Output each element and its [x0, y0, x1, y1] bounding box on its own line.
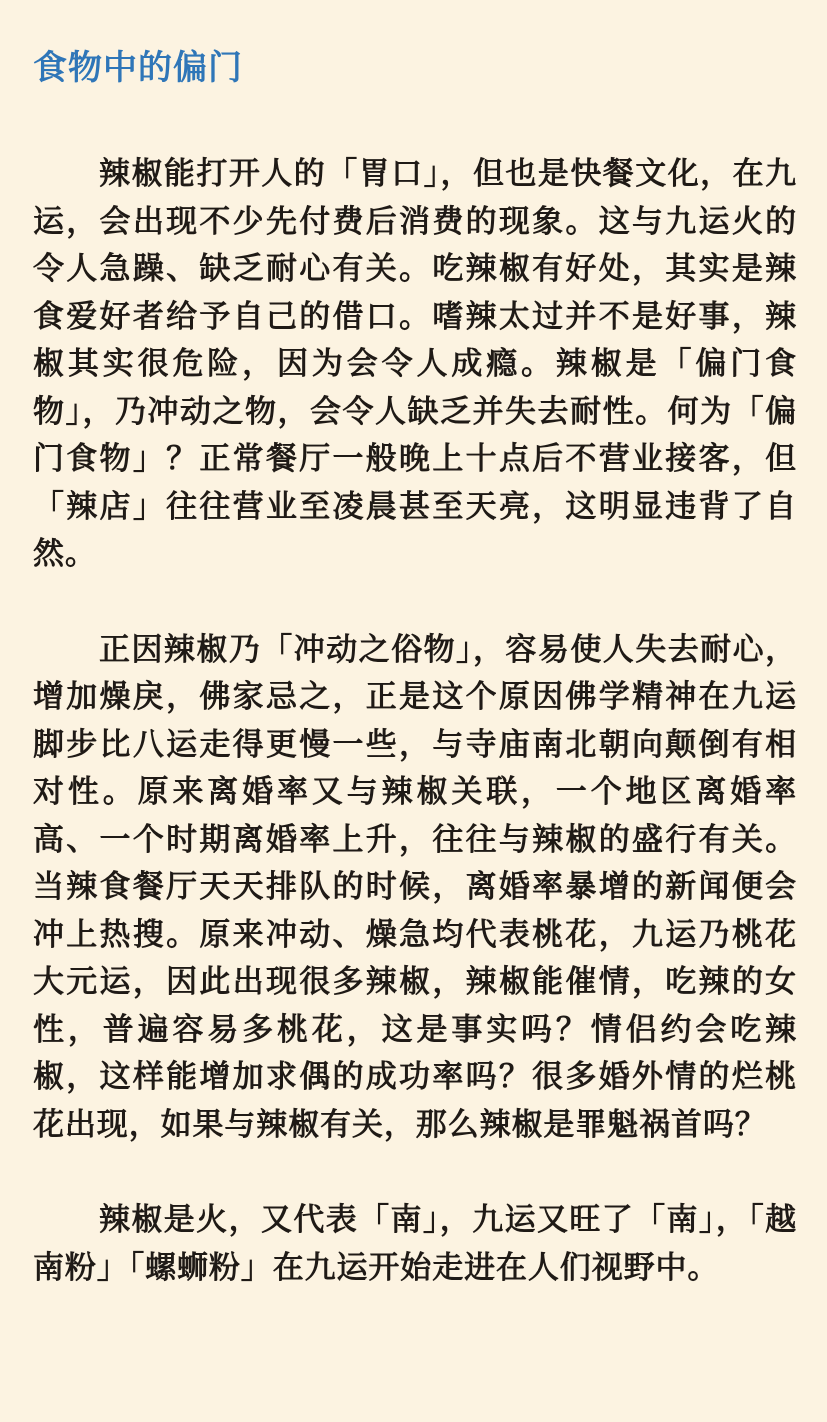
article-paragraph-1: 辣椒能打开人的「胃口」，但也是快餐文化，在九运，会出现不少先付费后消费的现象。这与九运火的令人急躁、缺乏耐心有关。吃辣椒有好处，其实是辣食爱好者给予自己的借口。嗜辣太过并不是好事，辣椒其实很危险，因为会令人成瘾。辣椒是「偏门食物」，乃冲动之物，会令人缺乏并失去耐性。何为「偏门食物」？正常餐厅一般晚上十点后不营业接客，但「辣店」往往营业至凌晨甚至天亮，这明显违背了自然。 [33, 156, 797, 572]
article-title: 食物中的偏门 [33, 48, 243, 88]
article-paragraph-2: 正因辣椒乃「冲动之俗物」，容易使人失去耐心，增加燥戾，佛家忌之，正是这个原因佛学精神在九运脚步比八运走得更慢一些，与寺庙南北朝向颠倒有相对性。原来离婚率又与辣椒关联，一个地区离婚率高、一个时期离婚率上升，往往与辣椒的盛行有关。当辣食餐厅天天排队的时候，离婚率暴增的新闻便会冲上热搜。原来冲动、燥急均代表桃花，九运乃桃花大元运，因此出现很多辣椒，辣椒能催情，吃辣的女性，普遍容易多桃花，这是事实吗？情侣约会吃辣椒，这样能增加求偶的成功率吗？很多婚外情的烂桃花出现，如果与辣椒有关，那么辣椒是罪魁祸首吗？ [33, 631, 797, 1143]
article-paragraph-3: 辣椒是火，又代表「南」，九运又旺了「南」，「越南粉」「螺蛳粉」在九运开始走进在人们视野中。 [33, 1202, 797, 1286]
